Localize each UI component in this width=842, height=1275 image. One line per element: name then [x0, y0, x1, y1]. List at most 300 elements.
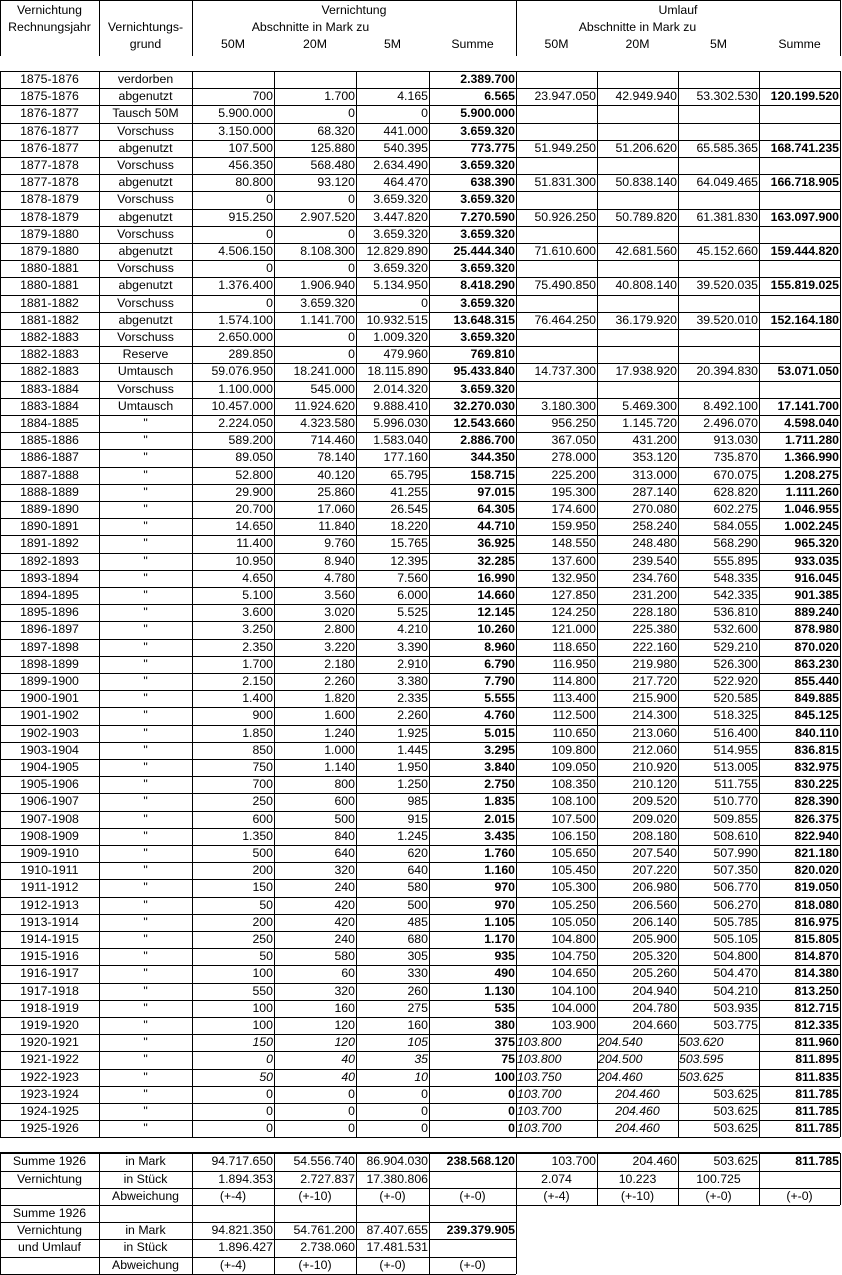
table-cell-vsum: 95.433.840: [453, 364, 515, 379]
table-cell-jahr: 1907-1908: [20, 811, 79, 826]
table-cell-v20: 800: [334, 777, 355, 792]
table-cell-usum: 814.870: [794, 949, 839, 964]
table-cell-v20: 0: [348, 192, 355, 207]
table-cell-v5: 985: [407, 794, 428, 809]
table-cell-usum: 816.975: [794, 914, 839, 929]
table-cell-u50: 106.150: [551, 828, 596, 843]
table-cell-u20: 248.480: [632, 536, 677, 551]
summary2-cell-v20: 2.738.060: [300, 1240, 355, 1255]
summary1-cell-u5: (+-0): [705, 1188, 732, 1203]
table-cell-grund: ": [143, 484, 148, 499]
table-cell-u5: 509.855: [713, 811, 758, 826]
table-cell-vsum: 4.760: [484, 708, 515, 723]
table-cell-v20: 0: [348, 261, 355, 276]
table-cell-v5: 915: [407, 811, 428, 826]
table-cell-grund: ": [143, 760, 148, 774]
table-cell-v20: 40.120: [317, 467, 355, 482]
summary1-cell-grund: in Mark: [125, 1154, 166, 1169]
summary1-cell-v5: (+-0): [379, 1188, 406, 1203]
table-cell-u20: 270.080: [632, 502, 677, 516]
table-cell-usum: 1.711.280: [784, 433, 839, 448]
table-cell-jahr: 1892-1893: [20, 553, 79, 568]
table-cell-u50: 108.100: [551, 794, 596, 809]
table-cell-grund: ": [143, 605, 148, 620]
table-cell-v50: 0: [266, 1086, 273, 1101]
table-cell-u5: 507.990: [713, 846, 758, 860]
table-cell-v50: 150: [252, 880, 273, 895]
table-cell-v50: 100: [252, 966, 273, 981]
table-cell-v5: 12.829.890: [366, 244, 428, 258]
table-cell-u20: 204.460: [615, 1086, 660, 1101]
table-cell-grund: ": [143, 588, 148, 602]
table-cell-u5: 39.520.010: [696, 312, 758, 327]
table-cell-u5: 2.496.070: [703, 416, 758, 430]
table-cell-grund: ": [143, 811, 148, 826]
table-cell-usum: 166.718.905: [770, 175, 839, 190]
table-cell-jahr: 1898-1899: [20, 656, 79, 671]
table-cell-v50: 3.600: [242, 605, 273, 620]
table-cell-vsum: 935: [494, 949, 515, 964]
grid-line: [0, 535, 840, 536]
table-cell-u5: [678, 226, 759, 243]
grid-line: [0, 553, 840, 554]
grid-line: [99, 1205, 100, 1274]
table-cell-v20: 68.320: [317, 123, 355, 138]
table-cell-v20: 420: [334, 914, 355, 929]
table-cell-vsum: 8.960: [484, 639, 515, 654]
table-cell-usum: [759, 346, 840, 363]
grid-line: [0, 105, 840, 106]
table-cell-v5: 580: [407, 880, 428, 895]
grid-line: [0, 484, 840, 485]
table-cell-u50: [516, 329, 597, 346]
grid-line: [597, 1153, 598, 1205]
grid-line: [840, 1153, 841, 1205]
table-cell-grund: Vorschuss: [117, 295, 174, 310]
table-cell-vsum: 3.659.320: [460, 381, 515, 396]
table-cell-usum: 17.141.700: [777, 398, 839, 413]
table-cell-usum: 870.020: [794, 639, 839, 654]
grid-line: [0, 948, 840, 949]
table-cell-u5: 505.785: [713, 914, 758, 929]
table-cell-u50: 956.250: [551, 416, 596, 430]
table-cell-grund: ": [143, 1035, 148, 1050]
table-cell-v20: 78.140: [317, 450, 355, 465]
table-cell-v50: 700: [252, 89, 273, 104]
grid-line: [274, 1153, 275, 1205]
table-cell-usum: [759, 329, 840, 346]
table-cell-vsum: 970: [494, 897, 515, 912]
table-cell-v5: 441.000: [383, 123, 428, 138]
grid-line: [0, 673, 840, 674]
table-cell-u5: 520.585: [713, 691, 758, 706]
table-cell-u50: 112.500: [552, 708, 596, 723]
grid-line: [0, 1153, 840, 1154]
table-cell-u50: 71.610.600: [534, 244, 596, 258]
table-cell-v50: 0: [266, 261, 273, 276]
summary1-cell-v50: (+-4): [219, 1188, 247, 1203]
table-cell-v5: 5.134.950: [373, 278, 428, 293]
table-cell-jahr: 1917-1918: [20, 983, 79, 998]
table-cell-grund: ": [143, 553, 148, 568]
table-cell-v20: 1.141.700: [300, 312, 355, 327]
table-cell-vsum: 158.715: [470, 467, 515, 482]
table-cell-u50: 103.900: [551, 1018, 596, 1032]
table-cell-grund: Tausch 50M: [112, 106, 179, 121]
table-cell-v50: 2.150: [242, 674, 273, 688]
table-cell-v20: 25.860: [317, 484, 355, 499]
table-cell-usum: 845.125: [794, 708, 839, 723]
header-abschnitte-vernichtung: Abschnitte in Mark zu: [251, 20, 370, 34]
table-cell-jahr: 1882-1883: [20, 347, 79, 362]
table-cell-v50: 4.506.150: [218, 244, 273, 258]
table-cell-vsum: 3.659.320: [460, 226, 515, 241]
table-cell-u50: 105.250: [551, 897, 596, 912]
table-cell-v50: 0: [266, 1104, 273, 1118]
table-cell-u20: 36.179.920: [615, 312, 677, 327]
table-cell-v20: 125.880: [310, 140, 355, 155]
table-cell-jahr: 1905-1906: [20, 777, 79, 792]
table-cell-v5: 0: [421, 1104, 428, 1118]
table-cell-usum: 819.050: [794, 880, 839, 895]
grid-line: [0, 329, 840, 330]
table-cell-vsum: 44.710: [477, 519, 515, 534]
table-cell-grund: ": [143, 1069, 148, 1084]
table-cell-u20: 217.720: [632, 674, 677, 688]
table-cell-u20: 204.460: [598, 1069, 643, 1084]
table-cell-usum: 965.320: [794, 536, 839, 551]
table-cell-u5: 503.625: [713, 1121, 758, 1136]
table-cell-u5: 735.870: [713, 450, 758, 465]
table-cell-v5: 7.560: [397, 570, 428, 585]
table-cell-jahr: 1893-1894: [20, 570, 79, 585]
table-cell-v20: 40: [341, 1052, 355, 1067]
table-cell-u20: 431.200: [632, 433, 677, 448]
table-cell-u20: [597, 157, 678, 174]
table-cell-v20: 8.108.300: [300, 244, 355, 258]
table-cell-u5: 536.810: [713, 605, 758, 620]
table-cell-u50: 278.000: [551, 450, 596, 465]
table-cell-u20: 204.460: [615, 1121, 660, 1136]
grid-line: [0, 1086, 840, 1087]
header-abschnitte-umlauf: Abschnitte in Mark zu: [578, 20, 697, 34]
table-cell-u50: [516, 191, 597, 208]
grid-line: [0, 71, 840, 72]
grid-line: [0, 1051, 840, 1052]
table-cell-u20: [597, 123, 678, 140]
table-cell-u20: 213.060: [632, 725, 677, 740]
grid-line: [0, 88, 840, 89]
table-cell-usum: 820.020: [794, 863, 839, 878]
table-cell-u20: 219.980: [632, 656, 677, 671]
table-cell-v50: 915.250: [228, 209, 273, 224]
header-col-v20: 20M: [303, 37, 327, 51]
table-cell-v50: 11.400: [236, 536, 273, 551]
table-cell-usum: 901.385: [794, 588, 839, 602]
header-col-v5: 5M: [383, 37, 402, 51]
table-cell-usum: [759, 123, 840, 140]
table-cell-v50: 2.650.000: [218, 330, 273, 344]
table-cell-v20: 2.907.520: [300, 209, 355, 224]
table-cell-jahr: 1915-1916: [20, 949, 79, 964]
table-cell-v20: 500: [334, 811, 355, 826]
table-cell-u20: 204.780: [632, 1000, 677, 1015]
grid-line: [0, 1188, 840, 1189]
grid-line: [0, 1137, 840, 1138]
table-cell-u5: 39.520.035: [696, 278, 758, 293]
table-cell-jahr: 1884-1885: [20, 416, 79, 430]
table-cell-usum: 849.885: [794, 691, 839, 706]
table-cell-grund: ": [143, 914, 148, 929]
table-cell-v5: 18.220: [390, 519, 428, 534]
header-umlauf-group: Umlauf: [658, 3, 698, 17]
table-cell-u20: [597, 260, 678, 277]
summary1-cell-u50: 2.074: [541, 1171, 572, 1186]
table-cell-v5: 0: [421, 1086, 428, 1101]
table-cell-v50: 550: [252, 983, 273, 998]
table-cell-grund: abgenutzt: [118, 312, 173, 327]
grid-line: [516, 1205, 517, 1274]
table-cell-grund: Vorschuss: [117, 261, 174, 276]
table-cell-u5: 508.610: [713, 828, 758, 843]
table-cell-u5: 513.005: [713, 760, 758, 774]
table-cell-v5: 640: [407, 863, 428, 878]
table-cell-u5: [678, 346, 759, 363]
table-cell-v5: 10.932.515: [366, 312, 428, 327]
header-col-vsum: Summe: [451, 37, 494, 51]
table-cell-grund: ": [143, 708, 148, 723]
grid-line: [0, 432, 840, 433]
summary2-cell-grund: Abweichung: [112, 1257, 179, 1272]
table-cell-u5: 518.325: [713, 708, 758, 723]
table-cell-v5: 1.445: [397, 742, 428, 757]
grid-line: [0, 587, 840, 588]
table-cell-u50: [516, 157, 597, 174]
table-cell-u20: 205.320: [632, 949, 677, 964]
summary1-cell-u20: 204.460: [632, 1154, 677, 1169]
table-cell-jahr: 1883-1884: [20, 381, 79, 396]
table-cell-v5: 0: [421, 295, 428, 310]
table-cell-v50: 5.100: [242, 588, 273, 602]
grid-line: [0, 226, 840, 227]
table-cell-u5: 503.595: [679, 1052, 724, 1067]
grid-line: [0, 639, 840, 640]
table-cell-u20: [597, 191, 678, 208]
table-cell-u50: 103.700: [517, 1086, 562, 1101]
table-cell-u20: 210.120: [632, 777, 677, 792]
table-cell-u20: 209.020: [632, 811, 677, 826]
table-cell-jahr: 1896-1897: [20, 622, 79, 637]
table-cell-u20: 239.540: [632, 553, 677, 568]
table-cell-usum: 168.741.235: [770, 140, 839, 155]
table-cell-usum: 840.110: [795, 725, 839, 740]
summary2-cell-jahr: Summe 1926: [12, 1206, 87, 1220]
grid-line: [0, 1257, 516, 1258]
table-cell-u20: 206.560: [632, 897, 677, 912]
table-cell-u50: 127.850: [551, 588, 596, 602]
grid-line: [840, 0, 841, 56]
table-cell-v50: 250: [252, 932, 273, 946]
table-cell-v50: 150: [252, 1035, 273, 1050]
table-cell-u5: 584.055: [713, 519, 758, 534]
summary1-cell-usum: (+-0): [786, 1188, 813, 1203]
grid-line: [0, 725, 840, 726]
grid-line: [0, 621, 840, 622]
table-cell-u5: 61.381.830: [696, 209, 758, 224]
grid-line: [0, 398, 840, 399]
grid-line: [0, 157, 840, 158]
table-cell-u20: 207.220: [632, 863, 677, 878]
table-cell-jahr: 1901-1902: [20, 708, 79, 723]
table-cell-u20: 234.760: [632, 570, 677, 585]
summary1-cell-u20: (+-10): [620, 1188, 655, 1203]
table-cell-u50: 103.700: [517, 1104, 562, 1118]
table-cell-v20: 17.060: [317, 502, 355, 516]
grid-line: [0, 1069, 840, 1070]
grid-line: [0, 1205, 516, 1206]
table-cell-vsum: 8.418.290: [460, 278, 515, 293]
table-cell-u5: 522.920: [713, 674, 758, 688]
table-cell-v5: 5.996.030: [373, 416, 428, 430]
table-cell-v5: 3.380: [397, 674, 428, 688]
table-cell-v20: 11.924.620: [294, 398, 355, 413]
header-col-usum: Summe: [778, 37, 821, 51]
table-cell-v20: 320: [334, 863, 355, 878]
table-cell-grund: Vorschuss: [117, 330, 174, 344]
header-col-v50: 50M: [221, 37, 245, 51]
table-cell-usum: 4.598.040: [784, 416, 839, 430]
table-cell-grund: ": [143, 897, 148, 912]
table-cell-jahr: 1882-1883: [20, 364, 79, 379]
table-cell-vsum: 3.659.320: [460, 158, 515, 172]
table-cell-vsum: 100: [494, 1069, 515, 1084]
table-cell-v50: 0: [266, 192, 273, 207]
table-cell-v50: 1.100.000: [218, 381, 273, 396]
table-cell-u50: 159.950: [551, 519, 596, 534]
table-cell-u50: 195.300: [551, 484, 596, 499]
grid-line: [0, 931, 840, 932]
table-cell-u5: 503.620: [679, 1035, 724, 1050]
table-cell-grund: ": [143, 450, 148, 465]
summary1-cell-vsum: (+-0): [459, 1188, 486, 1203]
table-cell-vsum: 14.660: [477, 588, 515, 602]
table-cell-usum: 53.071.050: [777, 364, 839, 379]
summary1-cell-u5: 100.725: [696, 1171, 741, 1186]
table-cell-usum: 1.366.990: [784, 450, 839, 465]
table-cell-jahr: 1902-1903: [20, 725, 79, 740]
grid-line: [0, 1171, 840, 1172]
table-cell-v5: 3.659.320: [373, 226, 428, 241]
grid-line: [0, 312, 840, 313]
table-cell-vsum: 36.925: [477, 536, 515, 551]
summary1-cell-jahr: Summe 1926: [12, 1154, 87, 1169]
table-cell-vsum: 0: [508, 1104, 515, 1118]
summary2-cell-v50: [192, 1205, 274, 1222]
table-cell-jahr: 1891-1892: [20, 536, 79, 551]
table-cell-v20: 1.820: [324, 691, 355, 706]
grid-line: [0, 759, 840, 760]
table-cell-grund: ": [143, 1018, 148, 1032]
table-cell-v5: 500: [407, 897, 428, 912]
table-cell-usum: 878.980: [794, 622, 839, 637]
table-cell-u20: [597, 105, 678, 122]
table-cell-v5: 464.470: [383, 175, 428, 190]
table-cell-grund: verdorben: [117, 72, 174, 86]
table-cell-v20: 1.000: [324, 742, 355, 757]
summary1-cell-v5: 17.380.806: [366, 1171, 428, 1186]
table-cell-u20: [597, 346, 678, 363]
table-cell-v50: 20.700: [235, 502, 273, 516]
table-cell-usum: 1.002.245: [784, 519, 839, 534]
table-cell-grund: ": [143, 570, 148, 585]
grid-line: [429, 1153, 430, 1205]
table-cell-jahr: 1910-1911: [20, 863, 79, 878]
summary1-cell-grund: in Stück: [123, 1171, 168, 1186]
table-cell-grund: ": [143, 725, 148, 740]
table-cell-vsum: 32.285: [477, 553, 515, 568]
summary2-cell-v50: 1.896.427: [218, 1240, 273, 1255]
table-cell-usum: 163.097.900: [770, 209, 839, 224]
table-cell-vsum: 5.900.000: [460, 106, 515, 121]
table-cell-u20: [597, 295, 678, 312]
table-cell-v5: 330: [407, 966, 428, 981]
table-cell-u50: 104.750: [551, 949, 596, 964]
summary1-cell-u5: 503.625: [713, 1154, 758, 1169]
table-cell-u5: [678, 71, 759, 88]
table-cell-grund: ": [143, 880, 148, 895]
table-cell-v5: 1.925: [397, 725, 428, 740]
table-cell-usum: 815.805: [794, 932, 839, 946]
table-cell-u20: 287.140: [632, 484, 677, 499]
table-cell-grund: ": [143, 949, 148, 964]
table-cell-v5: 26.545: [390, 502, 428, 516]
table-cell-vsum: 638.390: [470, 175, 515, 190]
table-cell-usum: 159.444.820: [770, 244, 839, 258]
table-cell-grund: ": [143, 622, 148, 637]
table-cell-jahr: 1876-1877: [20, 123, 79, 138]
table-cell-jahr: 1886-1887: [20, 450, 79, 465]
summary2-cell-v5: (+-0): [379, 1257, 406, 1272]
table-cell-u20: 222.160: [632, 639, 677, 654]
table-cell-u20: 209.520: [632, 794, 677, 809]
table-cell-u20: 204.940: [632, 983, 677, 998]
table-cell-v5: 260: [407, 983, 428, 998]
table-cell-v50: 10.457.000: [211, 398, 273, 413]
table-cell-grund: ": [143, 794, 148, 809]
table-cell-u50: [516, 226, 597, 243]
grid-line: [356, 1153, 357, 1205]
table-cell-usum: 811.960: [795, 1035, 839, 1050]
table-cell-grund: ": [143, 777, 148, 792]
grid-line: [0, 828, 840, 829]
table-cell-grund: Reserve: [122, 347, 169, 362]
table-cell-vsum: 535: [494, 1000, 515, 1015]
table-cell-usum: [759, 260, 840, 277]
table-cell-u50: [516, 381, 597, 398]
table-cell-v5: 2.014.320: [373, 381, 428, 396]
table-cell-u50: 51.949.250: [534, 140, 596, 155]
table-cell-jahr: 1880-1881: [20, 278, 79, 293]
table-cell-vsum: 3.295: [484, 742, 515, 757]
table-cell-u50: 225.200: [551, 467, 596, 482]
table-cell-u5: 511.755: [714, 777, 758, 792]
table-cell-vsum: 2.389.700: [460, 72, 515, 86]
table-cell-u5: 503.935: [713, 1000, 758, 1015]
table-cell-u20: 205.900: [632, 932, 677, 946]
table-cell-jahr: 1879-1880: [20, 226, 79, 241]
table-cell-u50: 109.800: [551, 742, 596, 757]
table-cell-jahr: 1881-1882: [20, 295, 79, 310]
